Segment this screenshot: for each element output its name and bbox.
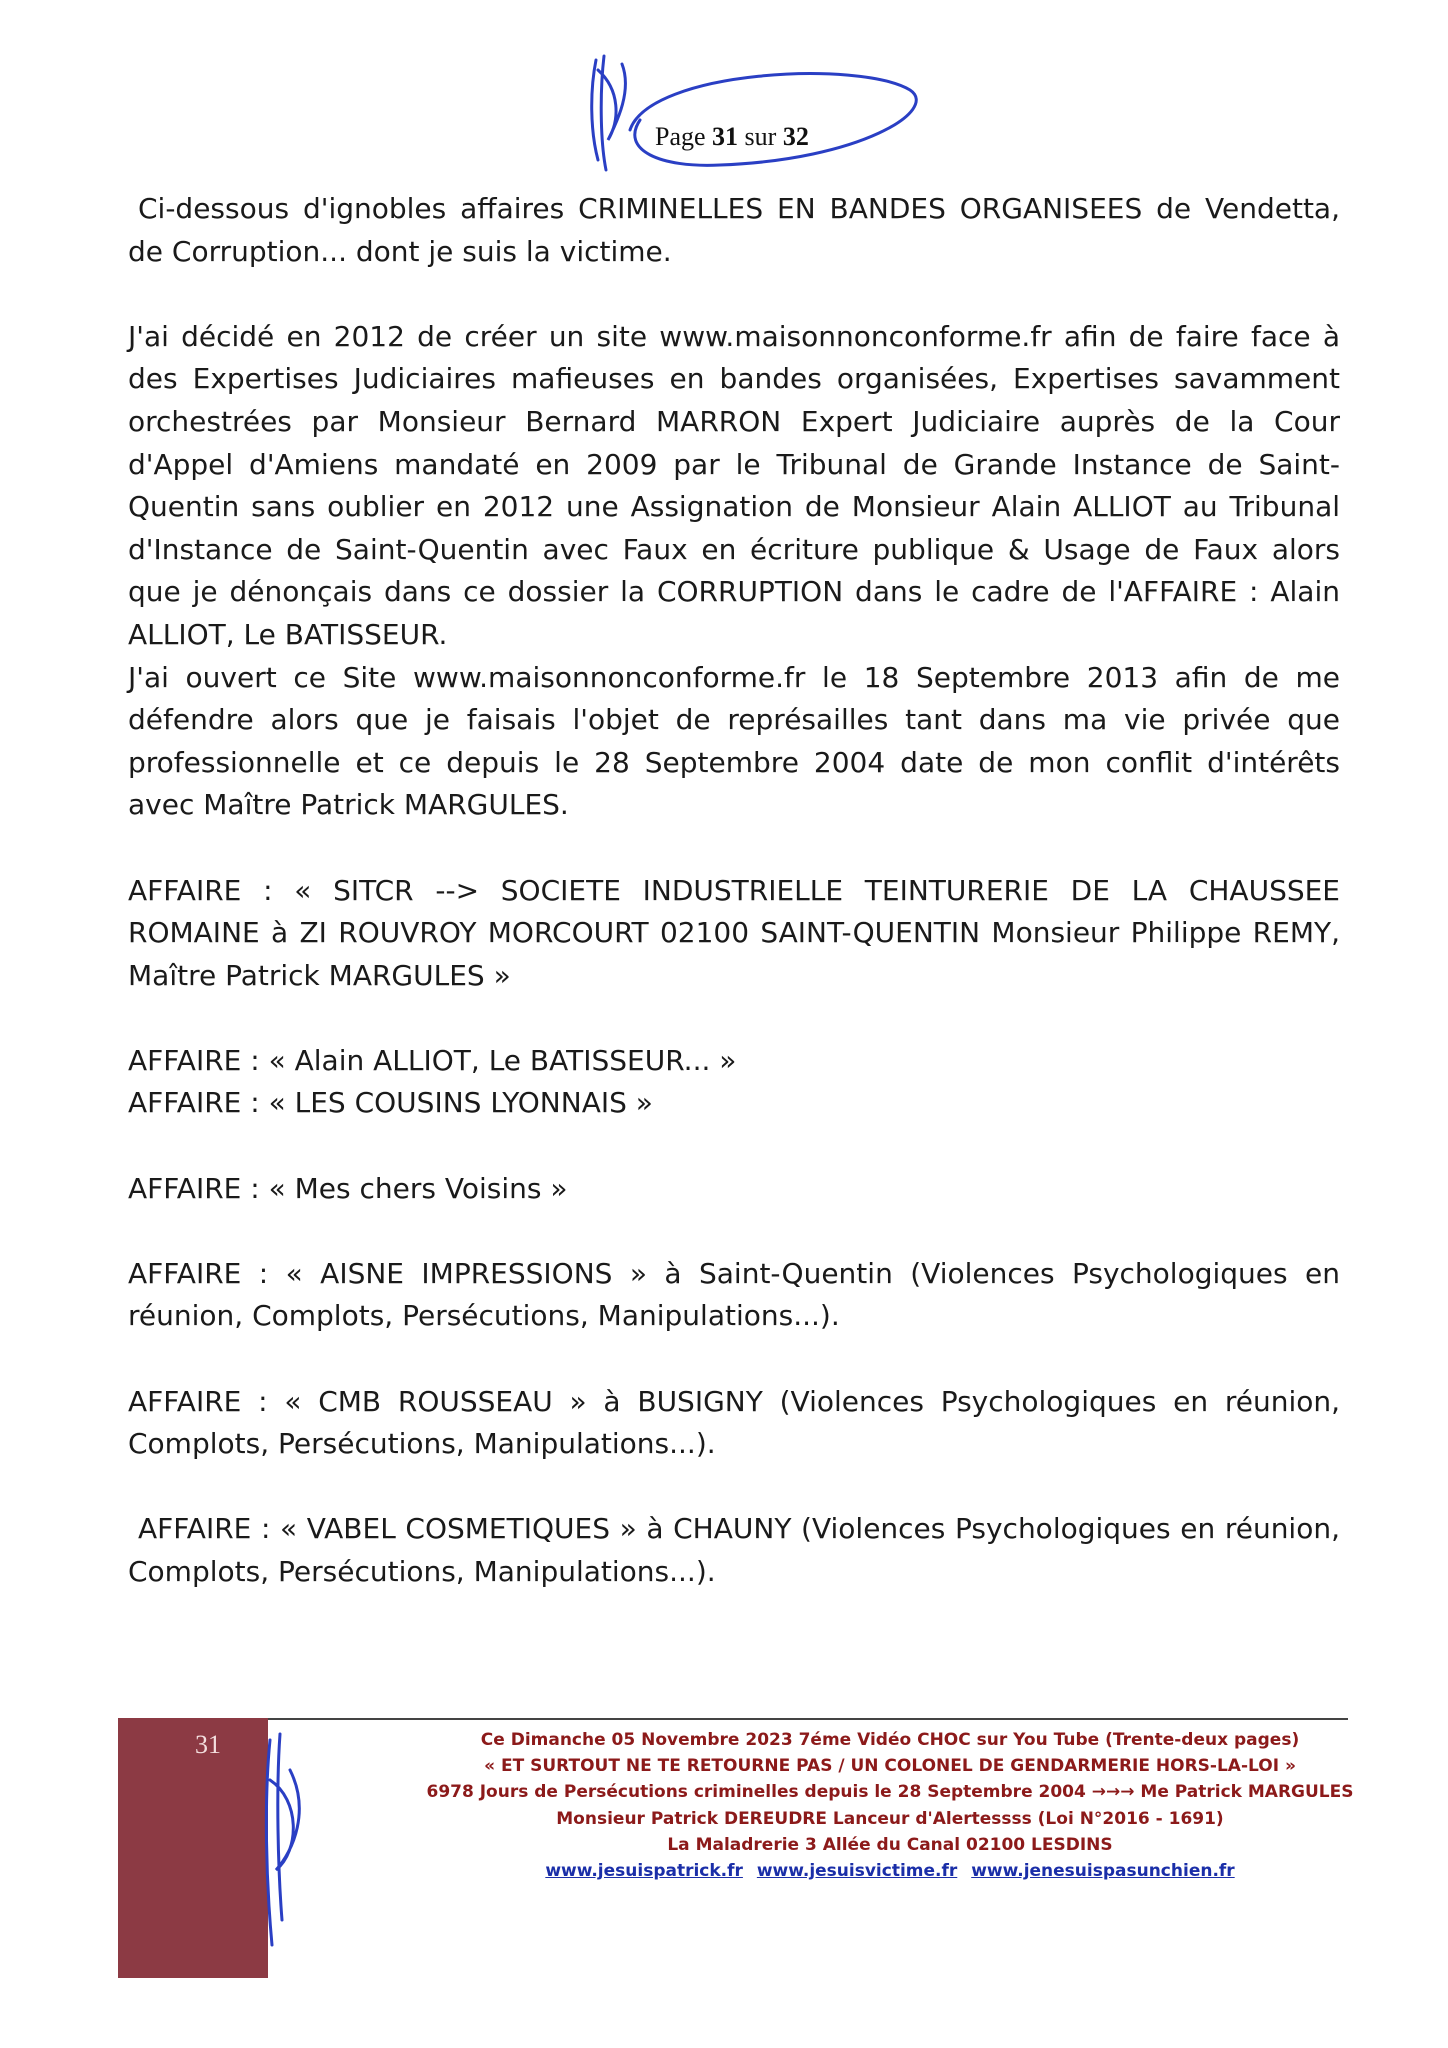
paragraph: J'ai décidé en 2012 de créer un site www.maisonnonconforme.fr afin de faire face à des Expertises Judiciaires mafieuses en bandes organisées, Expertises savamment orchestrées par Monsieur Bernard MARRON Expert Judiciaire auprès de la Cour d'Appel d'Amiens mandaté en 2009 par le Tribunal de Grande Instance de Saint-Quentin sans oublier en 2012 une Assignation de Monsieur Alain ALLIOT au Tribunal d'Instance de Saint-Quentin avec Faux en écriture publique & Usage de Faux alors que je dénonçais dans ce dossier la CORRUPTION dans le cadre de l'AFFAIRE : Alain ALLIOT, Le BATISSEUR. xyxy=(128,319,1340,651)
paragraph: AFFAIRE : « LES COUSINS LYONNAIS » xyxy=(128,1086,653,1120)
paragraph: AFFAIRE : « SITCR --> SOCIETE INDUSTRIELLE TEINTURERIE DE LA CHAUSSEE ROMAINE à ZI ROUVROY MORCOURT 02100 SAINT-QUENTIN Monsieur Philippe REMY, Maître Patrick MARGULES » xyxy=(128,873,1340,992)
footer-links xyxy=(380,1858,1400,1884)
paragraph: Ci-dessous d'ignobles affaires CRIMINELLES EN BANDES ORGANISEES de Vendetta, de Corruption... dont je suis la victime. xyxy=(128,192,1340,268)
paragraph: AFFAIRE : « VABEL COSMETIQUES » à CHAUNY (Violences Psychologiques en réunion, Complots, Persécutions, Manipulations...). xyxy=(128,1512,1340,1588)
paragraph: AFFAIRE : « Alain ALLIOT, Le BATISSEUR... » xyxy=(128,1043,737,1077)
handwritten-signature-top xyxy=(560,50,940,180)
link-jesuispatrick[interactable]: www.jesuispatrick.fr xyxy=(545,1861,743,1882)
link-jesuisvictime[interactable]: www.jesuisvictime.fr xyxy=(756,1861,958,1882)
paragraph: J'ai ouvert ce Site www.maisonnonconforme.fr le 18 Septembre 2013 afin de me défendre alors que je faisais l'objet de représailles tant dans ma vie privée que professionnelle et ce depuis le 28 Septembre 2004 date de mon conflit d'intérêts avec Maître Patrick MARGULES. xyxy=(128,660,1340,822)
body-text xyxy=(128,188,1340,1594)
footer-line: La Maladrerie 3 Allée du Canal 02100 LESDINS xyxy=(667,1834,1113,1855)
footer-line: 6978 Jours de Persécutions criminelles depuis le 28 Septembre 2004 →→→ Me Patrick MARGULES xyxy=(426,1782,1354,1803)
handwritten-signature-bottom xyxy=(250,1720,320,1950)
footer-line: Ce Dimanche 05 Novembre 2023 7éme Vidéo CHOC sur You Tube (Trente-deux pages) xyxy=(480,1730,1300,1750)
footer-line: « ET SURTOUT NE TE RETOURNE PAS / UN COLONEL DE GENDARMERIE HORS-LA-LOI » xyxy=(484,1756,1296,1777)
footer-line: Monsieur Patrick DEREUDRE Lanceur d'Alertessss (Loi N°2016 - 1691) xyxy=(556,1808,1224,1829)
footer-text xyxy=(380,1727,1400,1884)
paragraph: AFFAIRE : « AISNE IMPRESSIONS » à Saint-Quentin (Violences Psychologiques en réunion, Complots, Persécutions, Manipulations...). xyxy=(128,1256,1340,1333)
paragraph: AFFAIRE : « CMB ROUSSEAU » à BUSIGNY (Violences Psychologiques en réunion, Complots, Persécutions, Manipulations...). xyxy=(128,1384,1340,1461)
link-jenesuispasunchien[interactable]: www.jenesuispasunchien.fr xyxy=(971,1861,1235,1882)
page-number-header: Page 31 sur 32 xyxy=(655,122,809,151)
paragraph: AFFAIRE : « Mes chers Voisins » xyxy=(128,1171,568,1205)
footer-page-number: 31 xyxy=(195,1730,221,1759)
footer-color-block xyxy=(118,1718,268,1978)
